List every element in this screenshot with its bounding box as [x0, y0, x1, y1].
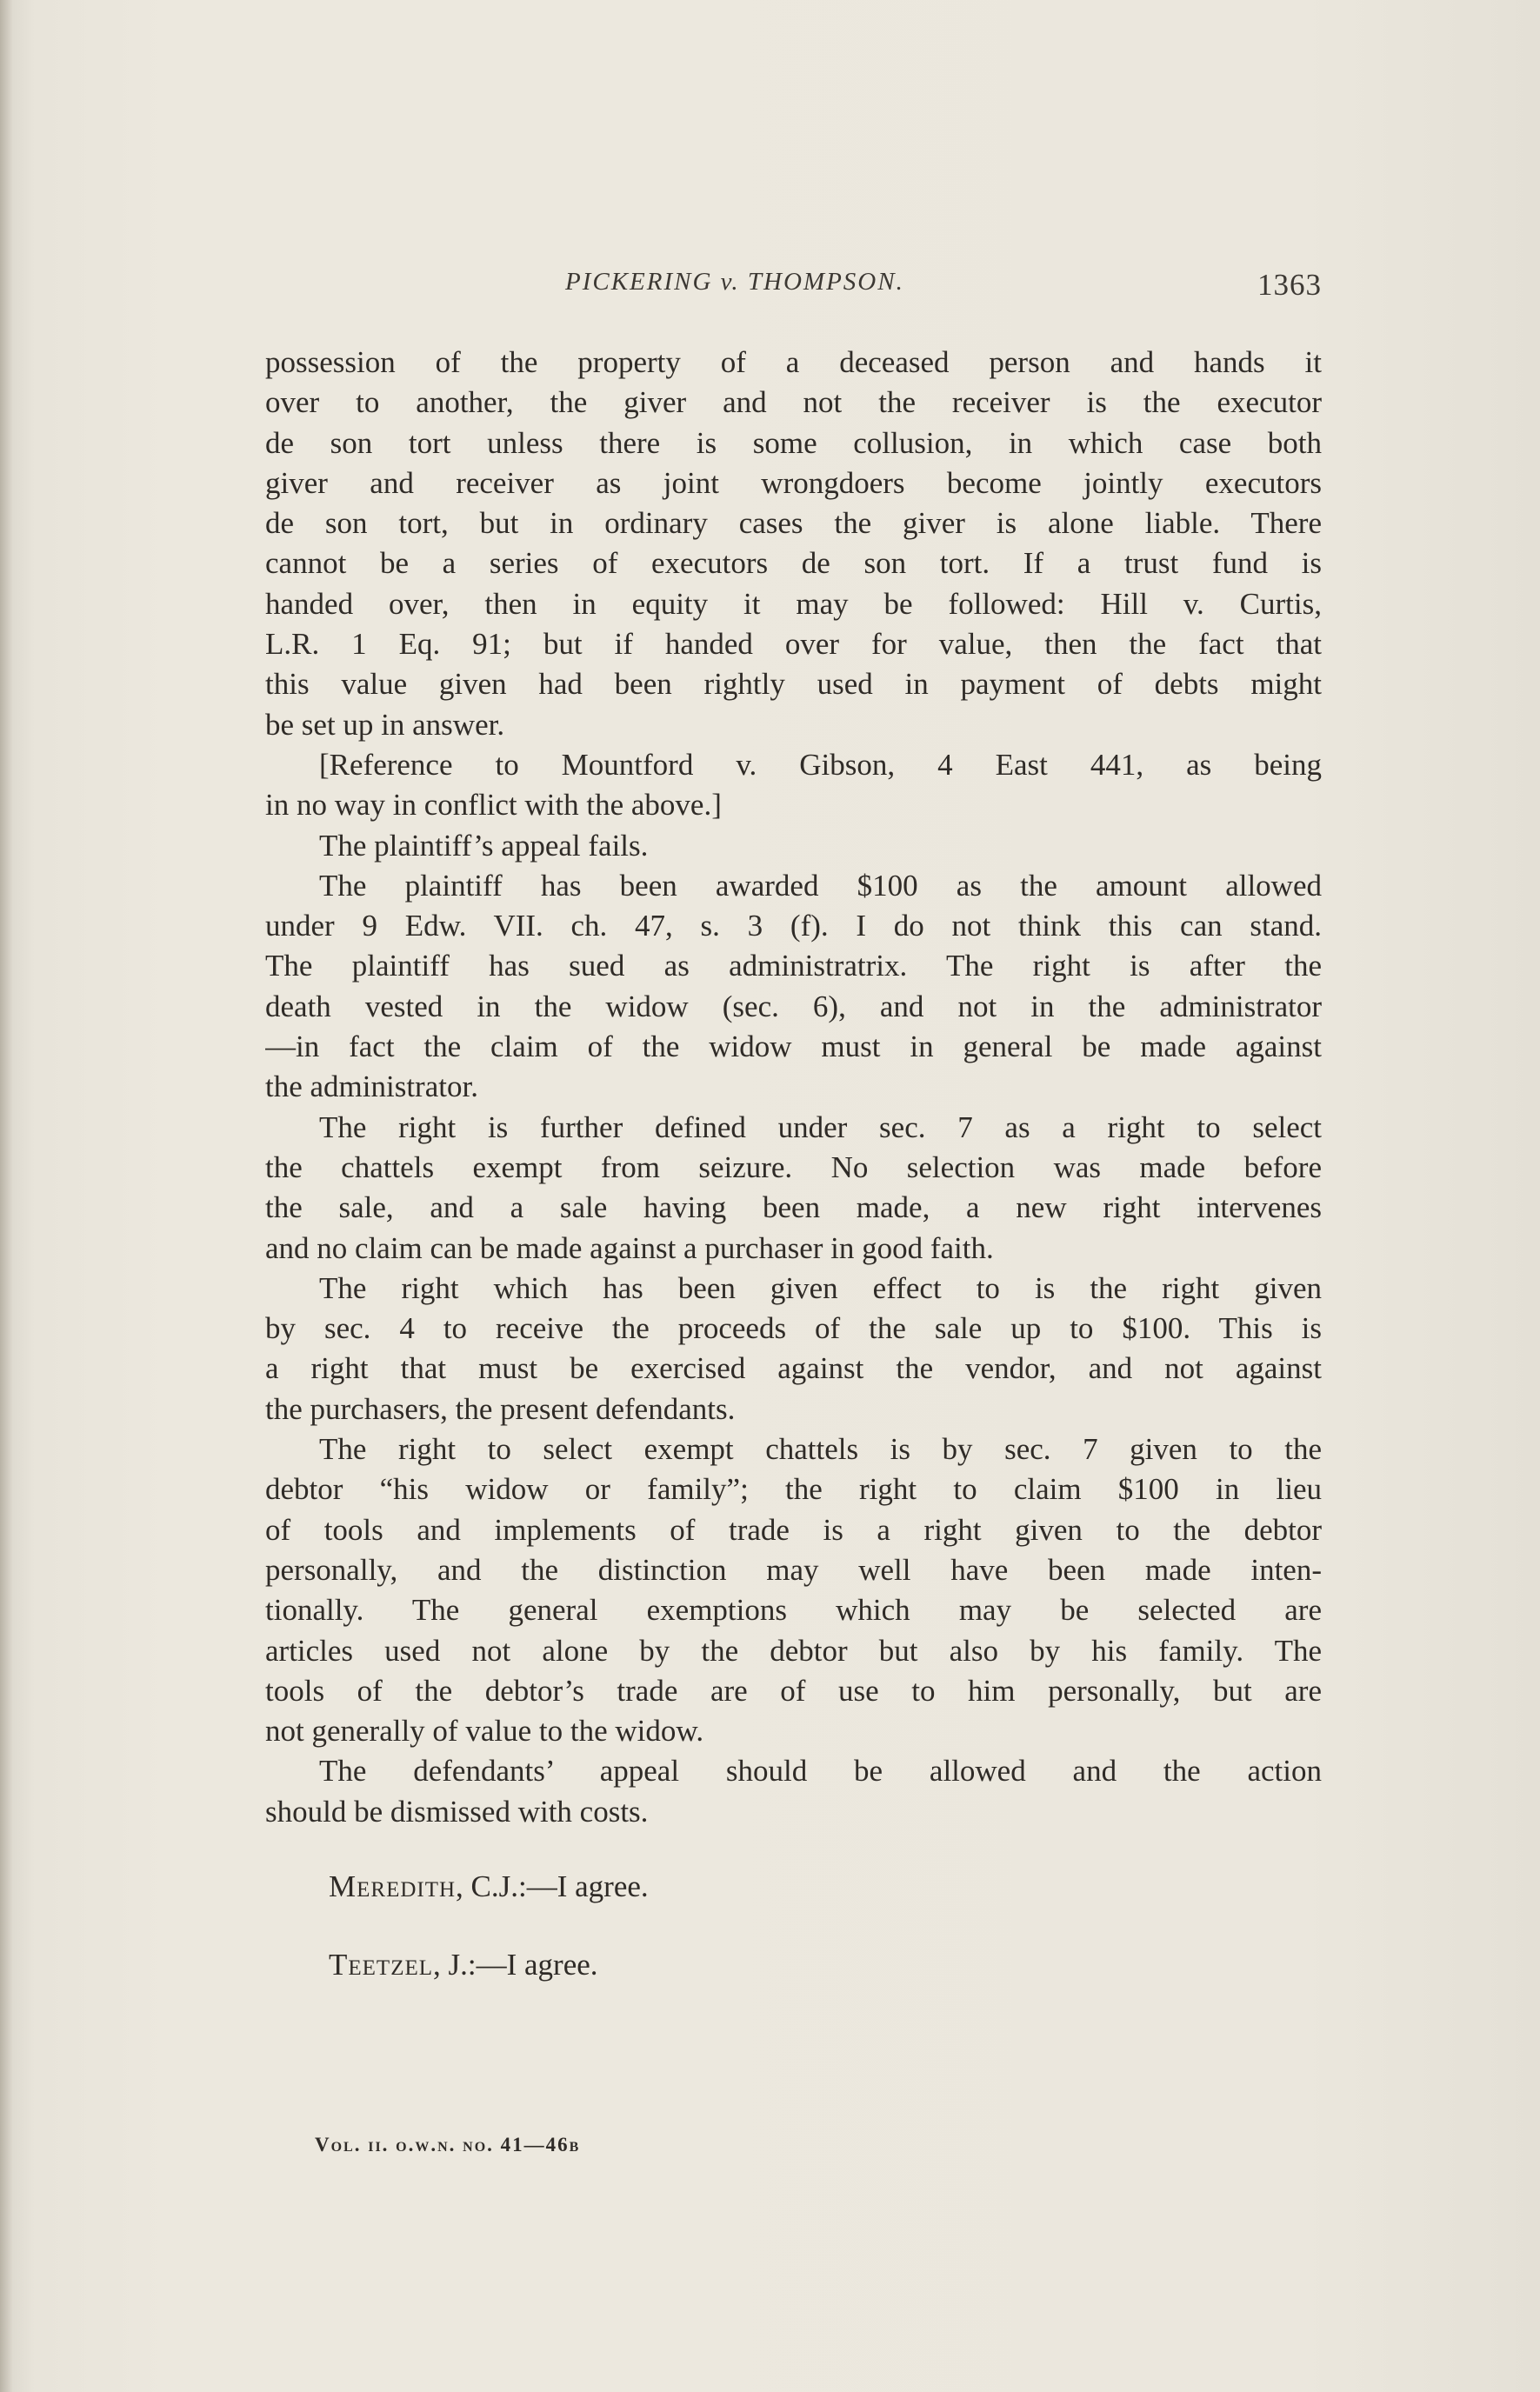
judge-concurrence-meredith: [329, 1869, 649, 1904]
running-title: PICKERING v. THOMPSON.: [565, 268, 904, 296]
paragraph: [265, 1108, 1322, 1269]
judge-remark: :—I agree.: [467, 1948, 598, 1982]
judge-remark: :—I agree.: [518, 1869, 649, 1903]
text-line: this value given had been rightly used in payment of debts might: [265, 667, 1322, 702]
text-line: of tools and implements of trade is a right given to the debtor: [265, 1512, 1322, 1547]
text-line: handed over, then in equity it may be followed: Hill v. Curtis,: [265, 586, 1322, 621]
text-line: The plaintiff has been awarded $100 as the amount allowed: [319, 868, 1322, 903]
text-line: The plaintiff has sued as administratrix. The right is after the: [265, 949, 1322, 983]
page-edge-shadow: [0, 0, 12, 2392]
paragraph: [265, 1751, 1322, 1832]
text-line: The defendants’ appeal should be allowed and the action: [319, 1754, 1322, 1789]
text-line: not generally of value to the widow.: [265, 1714, 704, 1749]
text-line: cannot be a series of executors de son tort. If a trust fund is: [265, 546, 1322, 581]
text-line: The right to select exempt chattels is by sec. 7 given to the: [319, 1432, 1322, 1467]
paragraph: [265, 1429, 1322, 1751]
judge-title: , C.J.: [456, 1869, 519, 1903]
paragraph: [265, 826, 1322, 866]
text-line: tionally. The general exemptions which may be selected are: [265, 1593, 1322, 1628]
text-line: [Reference to Mountford v. Gibson, 4 East 441, as being: [319, 747, 1322, 782]
text-line: The right is further defined under sec. 7 as a right to select: [319, 1109, 1322, 1144]
paragraph: [265, 745, 1322, 826]
judge-title: , J.: [433, 1948, 468, 1982]
paragraph: [265, 1269, 1322, 1429]
text-line: over to another, the giver and not the receiver is the executor: [265, 385, 1322, 420]
page-number: 1363: [1257, 268, 1322, 302]
judge-concurrence-teetzel: [329, 1948, 598, 1982]
paragraph: [265, 343, 1322, 745]
text-line: the administrator.: [265, 1069, 478, 1104]
running-head: [265, 261, 1322, 304]
body-text: [265, 343, 1322, 1832]
text-line: in no way in conflict with the above.]: [265, 788, 722, 823]
judge-name: Meredith: [329, 1869, 457, 1903]
text-line: de son tort unless there is some collusion, in which case both: [265, 425, 1322, 460]
text-line: —in fact the claim of the widow must in general be made against: [265, 1029, 1322, 1064]
text-line: The right which has been given effect to is the right given: [319, 1270, 1322, 1305]
paragraph: [265, 866, 1322, 1108]
text-line: under 9 Edw. VII. ch. 47, s. 3 (f). I do not think this can stand.: [265, 909, 1322, 943]
text-line: tools of the debtor’s trade are of use to him personally, but are: [265, 1673, 1322, 1708]
text-line: de son tort, but in ordinary cases the giver is alone liable. There: [265, 506, 1322, 541]
text-line: personally, and the distinction may well have been made inten-: [265, 1552, 1322, 1587]
text-line: giver and receiver as joint wrongdoers become jointly executors: [265, 465, 1322, 500]
text-line: the sale, and a sale having been made, a new right intervenes: [265, 1190, 1322, 1225]
text-line: The plaintiff’s appeal fails.: [319, 828, 649, 863]
text-line: death vested in the widow (sec. 6), and not in the administrator: [265, 989, 1322, 1023]
text-line: should be dismissed with costs.: [265, 1794, 649, 1829]
text-line: articles used not alone by the debtor but also by his family. The: [265, 1633, 1322, 1668]
text-line: the purchasers, the present defendants.: [265, 1391, 736, 1426]
judge-name: Teetzel: [329, 1948, 434, 1982]
text-line: be set up in answer.: [265, 707, 505, 742]
text-line: L.R. 1 Eq. 91; but if handed over for value, then the fact that: [265, 627, 1322, 662]
text-line: by sec. 4 to receive the proceeds of the sale up to $100. This is: [265, 1311, 1322, 1346]
text-line: debtor “his widow or family”; the right to claim $100 in lieu: [265, 1472, 1322, 1507]
text-line: and no claim can be made against a purchaser in good faith.: [265, 1230, 994, 1265]
text-line: the chattels exempt from seizure. No selection was made before: [265, 1149, 1322, 1184]
signature-footer: Vol. ii. o.w.n. no. 41—46b: [315, 2134, 581, 2155]
text-line: a right that must be exercised against the vendor, and not against: [265, 1351, 1322, 1386]
text-line: possession of the property of a deceased person and hands it: [265, 345, 1322, 379]
